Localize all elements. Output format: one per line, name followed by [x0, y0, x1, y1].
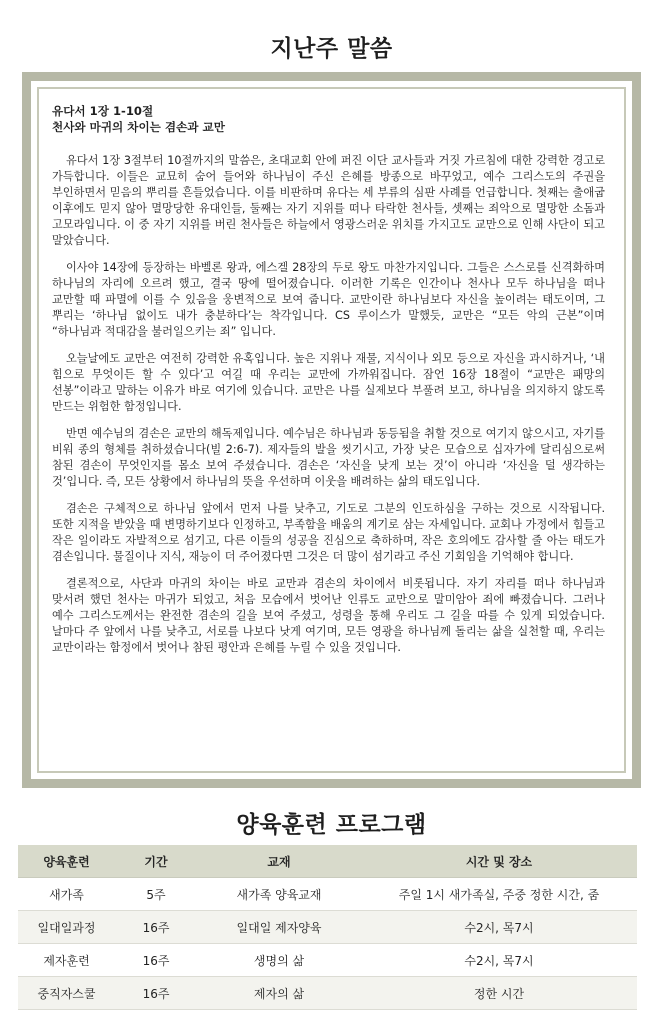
column-header-duration: 기간	[115, 845, 197, 878]
sermon-paragraph-5: 겸손은 구체적으로 하나님 앞에서 먼저 나를 낮추고, 기도로 그분의 인도하심을 구하는 것으로 시작됩니다. 또한 지적을 받았을 때 변명하기보다 인정하고, 부족함을 배움의 계기로 삼는 자세입니다. 교회나 가정에서 힘들고 작은 일이라도 자발적으로 섬기고, 다른 이들의 성공을 진심으로 축하하며, 작은 호의에도 감사할 줄 아는 태도가 겸손입니다. 물질이나 지식, 재능이 더 주어졌다면 그것은 더 많이 섬기라고 주신 기회임을 기억해야 합니다.	[52, 502, 605, 563]
program-table	[18, 845, 637, 1010]
column-header-textbook: 교재	[197, 845, 361, 878]
sermon-paragraph-3: 오늘날에도 교만은 여전히 강력한 유혹입니다. 높은 지위나 재물, 지식이나 외모 등으로 자신을 과시하거나, ‘내 힘으로 무엇이든 할 수 있다’고 여길 때 우리는 교만에 가까워집니다. 잠언 16장 18절이 “교만은 패망의 선봉”이라고 말하는 이유가 바로 여기에 있습니다. 교만은 나를 실제보다 부풀려 보고, 하나님을 의지하지 않도록 만드는 위험한 함정입니다.	[52, 352, 605, 413]
column-header-time-place: 시간 및 장소	[361, 845, 637, 878]
table-row	[18, 878, 637, 911]
scripture-reference: 유다서 1장 1-10절	[52, 104, 154, 118]
program-section-title: 양육훈련 프로그램	[236, 812, 427, 838]
table-row	[18, 944, 637, 977]
sermon-content	[52, 103, 605, 667]
textbook-cell: 새가족 양육교재	[197, 878, 361, 911]
table-row	[18, 911, 637, 944]
textbook-cell: 일대일 제자양육	[197, 911, 361, 944]
sermon-paragraph-4: 반면 예수님의 겸손은 교만의 해독제입니다. 예수님은 하나님과 동등됨을 취할 것으로 여기지 않으시고, 자기를 비워 종의 형체를 취하셨습니다(빌 2:6-7). 제자들의 발을 씻기시고, 가장 낮은 모습으로 십자가에 달리심으로써 참된 겸손이 무엇인지를 몸소 보여 주셨습니다. 겸손은 ‘자신을 낮게 보는 것’이 아니라 ‘자신을 덜 생각하는 것’입니다. 즉, 모든 상황에서 하나님의 뜻을 우선하며 이웃을 배려하는 삶의 태도입니다.	[52, 427, 605, 488]
program-name-cell: 새가족	[18, 878, 115, 911]
program-name-cell: 일대일과정	[18, 911, 115, 944]
time-place-cell: 주일 1시 새가족실, 주중 정한 시간, 줌	[361, 878, 637, 911]
duration-cell: 16주	[115, 911, 197, 944]
duration-cell: 16주	[115, 977, 197, 1010]
program-name-cell: 중직자스쿨	[18, 977, 115, 1010]
textbook-cell: 생명의 삶	[197, 944, 361, 977]
program-table-header-row	[18, 845, 637, 878]
sermon-section-title: 지난주 말씀	[270, 36, 393, 62]
duration-cell: 16주	[115, 944, 197, 977]
column-header-program: 양육훈련	[18, 845, 115, 878]
sermon-paragraph-1: 유다서 1장 3절부터 10절까지의 말씀은, 초대교회 안에 퍼진 이단 교사들과 거짓 가르침에 대한 강력한 경고로 가득합니다. 이들은 교묘히 숨어 들어와 하나님이 주신 은혜를 방종으로 바꾸었고, 예수 그리스도의 주권을 부인하면서 믿음의 뿌리를 흔들었습니다. 이를 비판하며 유다는 세 부류의 심판 사례를 언급합니다. 첫째는 출애굽 이후에도 믿지 않아 멸망당한 유대인들, 둘째는 자기 지위를 떠나 타락한 천사들, 셋째는 죄악으로 멸망한 소돔과 고모라입니다. 이 중 자기 지위를 버린 천사들은 하늘에서 영광스러운 위치를 가지고도 교만으로 인해 사단이 되고 말았습니다.	[52, 154, 605, 247]
time-place-cell: 수2시, 목7시	[361, 911, 637, 944]
program-name-cell: 제자훈련	[18, 944, 115, 977]
sermon-heading	[52, 103, 605, 135]
sermon-subtitle: 천사와 마귀의 차이는 겸손과 교만	[52, 120, 225, 134]
duration-cell: 5주	[115, 878, 197, 911]
sermon-paragraph-2: 이사야 14장에 등장하는 바벨론 왕과, 에스겔 28장의 두로 왕도 마찬가지입니다. 그들은 스스로를 신격화하며 하나님의 자리에 오르려 했고, 결국 땅에 떨어졌습니다. 이러한 기록은 인간이나 천사나 모두 하나님을 떠나 교만할 때 파멸에 이를 수 있음을 웅변적으로 보여 줍니다. 교만이란 하나님보다 자신을 높이려는 태도이며, 그 뿌리는 ‘하나님 없이도 내가 충분하다’는 착각입니다. CS 루이스가 말했듯, 교만은 “모든 악의 근본”이며 “하나님과 적대감을 불러일으키는 죄” 입니다.	[52, 261, 605, 338]
sermon-paragraph-6: 결론적으로, 사단과 마귀의 차이는 바로 교만과 겸손의 차이에서 비롯됩니다. 자기 자리를 떠나 하나님과 맞서려 했던 천사는 마귀가 되었고, 처음 모습에서 벗어난 인류도 교만으로 말미암아 죄에 빠졌습니다. 그러나 예수 그리스도께서는 완전한 겸손의 길을 보여 주셨고, 성령을 통해 우리도 그 길을 따를 수 있게 되었습니다. 날마다 주 앞에서 나를 낮추고, 서로를 나보다 낫게 여기며, 모든 영광을 하나님께 돌리는 삶을 실천할 때, 우리는 교만이라는 함정에서 벗어나 참된 평안과 은혜를 누릴 수 있을 것입니다.	[52, 577, 605, 654]
time-place-cell: 수2시, 목7시	[361, 944, 637, 977]
textbook-cell: 제자의 삶	[197, 977, 361, 1010]
time-place-cell: 정한 시간	[361, 977, 637, 1010]
table-row	[18, 977, 637, 1010]
